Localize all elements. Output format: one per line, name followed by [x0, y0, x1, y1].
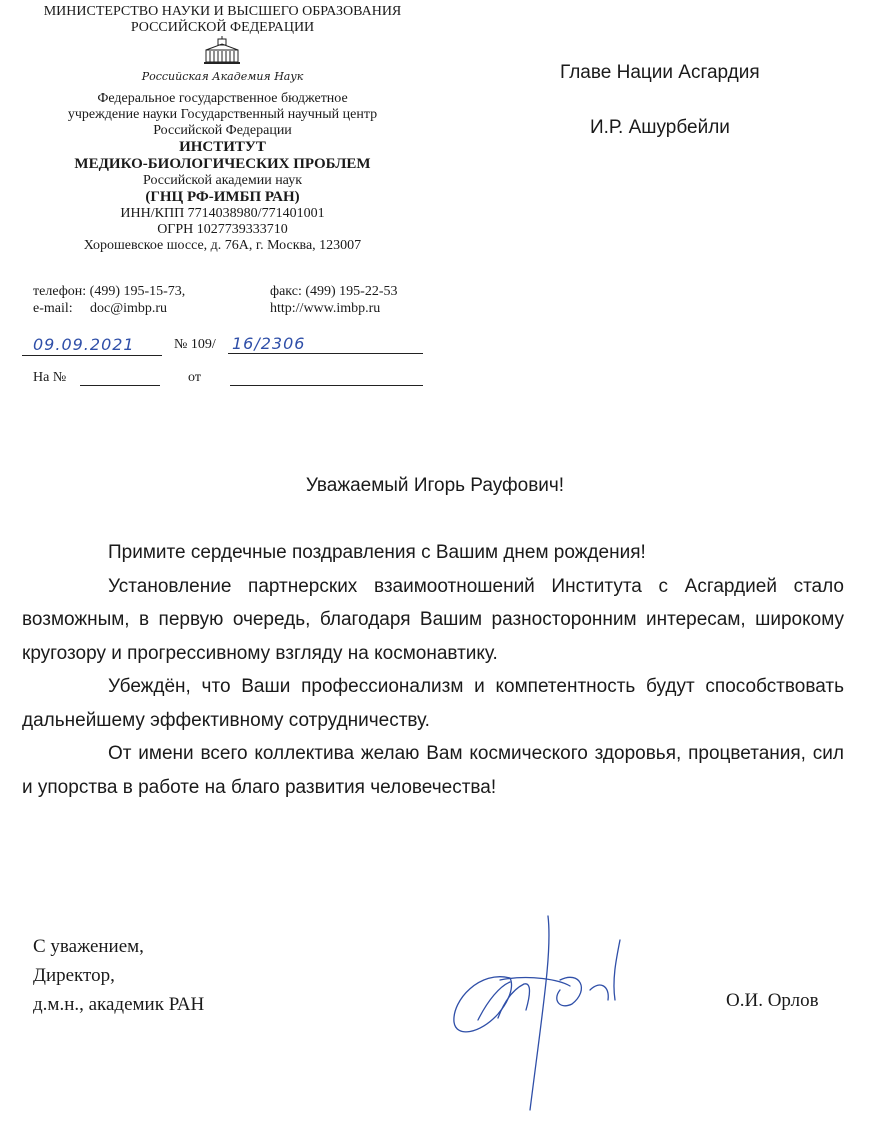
address: Хорошевское шоссе, д. 76А, г. Москва, 123007 [83, 238, 362, 253]
ministry-line-2: РОССИЙСКОЙ ФЕДЕРАЦИИ [130, 20, 315, 35]
ogrn: ОГРН 1027739333710 [157, 222, 288, 237]
handwritten-date: 09.09.2021 [33, 335, 135, 354]
inn: ИНН/КПП 7714038980/771401001 [120, 206, 325, 221]
addressee-title: Главе Нации Асгардия [560, 62, 760, 83]
ministry-line-1: МИНИСТЕРСТВО НАУКИ И ВЫСШЕГО ОБРАЗОВАНИЯ [43, 4, 402, 19]
ref-label: На № [33, 370, 67, 385]
paragraph: От имени всего коллектива желаю Вам космического здоровья, процветания, сил и упорства в работе на благо развития человечества! [22, 743, 844, 798]
letterhead [20, 4, 425, 254]
phone: телефон: (499) 195-15-73, [33, 284, 186, 299]
academy-script-logo: Российская Академия Наук [141, 70, 304, 83]
closing-block [33, 932, 204, 1019]
closing-line-3: д.м.н., академик РАН [33, 994, 205, 1015]
handwritten-number: 16/2306 [232, 334, 306, 353]
institute-abbr: (ГНЦ РФ-ИМБП РАН) [145, 189, 300, 205]
addressee-name: И.Р. Ашурбейли [590, 117, 730, 138]
number-underline [228, 353, 423, 354]
org-line-1: Федеральное государственное бюджетное [97, 91, 348, 106]
academy-line: Российской академии наук [143, 173, 302, 188]
ref-underline [80, 385, 160, 386]
org-line-2: учреждение науки Государственный научный центр [67, 107, 378, 122]
signer-name: О.И. Орлов [726, 990, 819, 1011]
academy-building-emblem-icon [20, 36, 425, 66]
greeting: Уважаемый Игорь Рауфович! [305, 475, 565, 496]
handwritten-signature [440, 910, 660, 1120]
paragraph: Установление партнерских взаимоотношений Института с Асгардией стало возможным, в первую очередь, благодаря Вашим разносторонним интересам, широкому кругозору и прогрессивному взгляду на космонавтику. [22, 575, 844, 664]
closing-line-1: С уважением, [33, 936, 144, 957]
date-underline [22, 355, 162, 356]
fax: факс: (499) 195-22-53 [270, 284, 398, 299]
closing-line-2: Директор, [33, 965, 115, 986]
email-label: e-mail: [33, 301, 73, 316]
website: http://www.imbp.ru [270, 301, 381, 316]
from-label: от [188, 370, 201, 385]
email: doc@imbp.ru [90, 301, 168, 316]
paragraph: Примите сердечные поздравления с Вашим днем рождения! [108, 542, 646, 563]
paragraph: Убеждён, что Ваши профессионализм и компетентность будут способствовать дальнейшему эффективному сотрудничеству. [22, 676, 844, 731]
org-line-3: Российской Федерации [153, 123, 292, 138]
institute-line-1: ИНСТИТУТ [179, 139, 266, 155]
institute-line-2: МЕДИКО-БИОЛОГИЧЕСКИХ ПРОБЛЕМ [74, 156, 371, 172]
from-underline [230, 385, 423, 386]
number-label: № 109/ [174, 337, 216, 352]
letter-body [22, 536, 844, 804]
